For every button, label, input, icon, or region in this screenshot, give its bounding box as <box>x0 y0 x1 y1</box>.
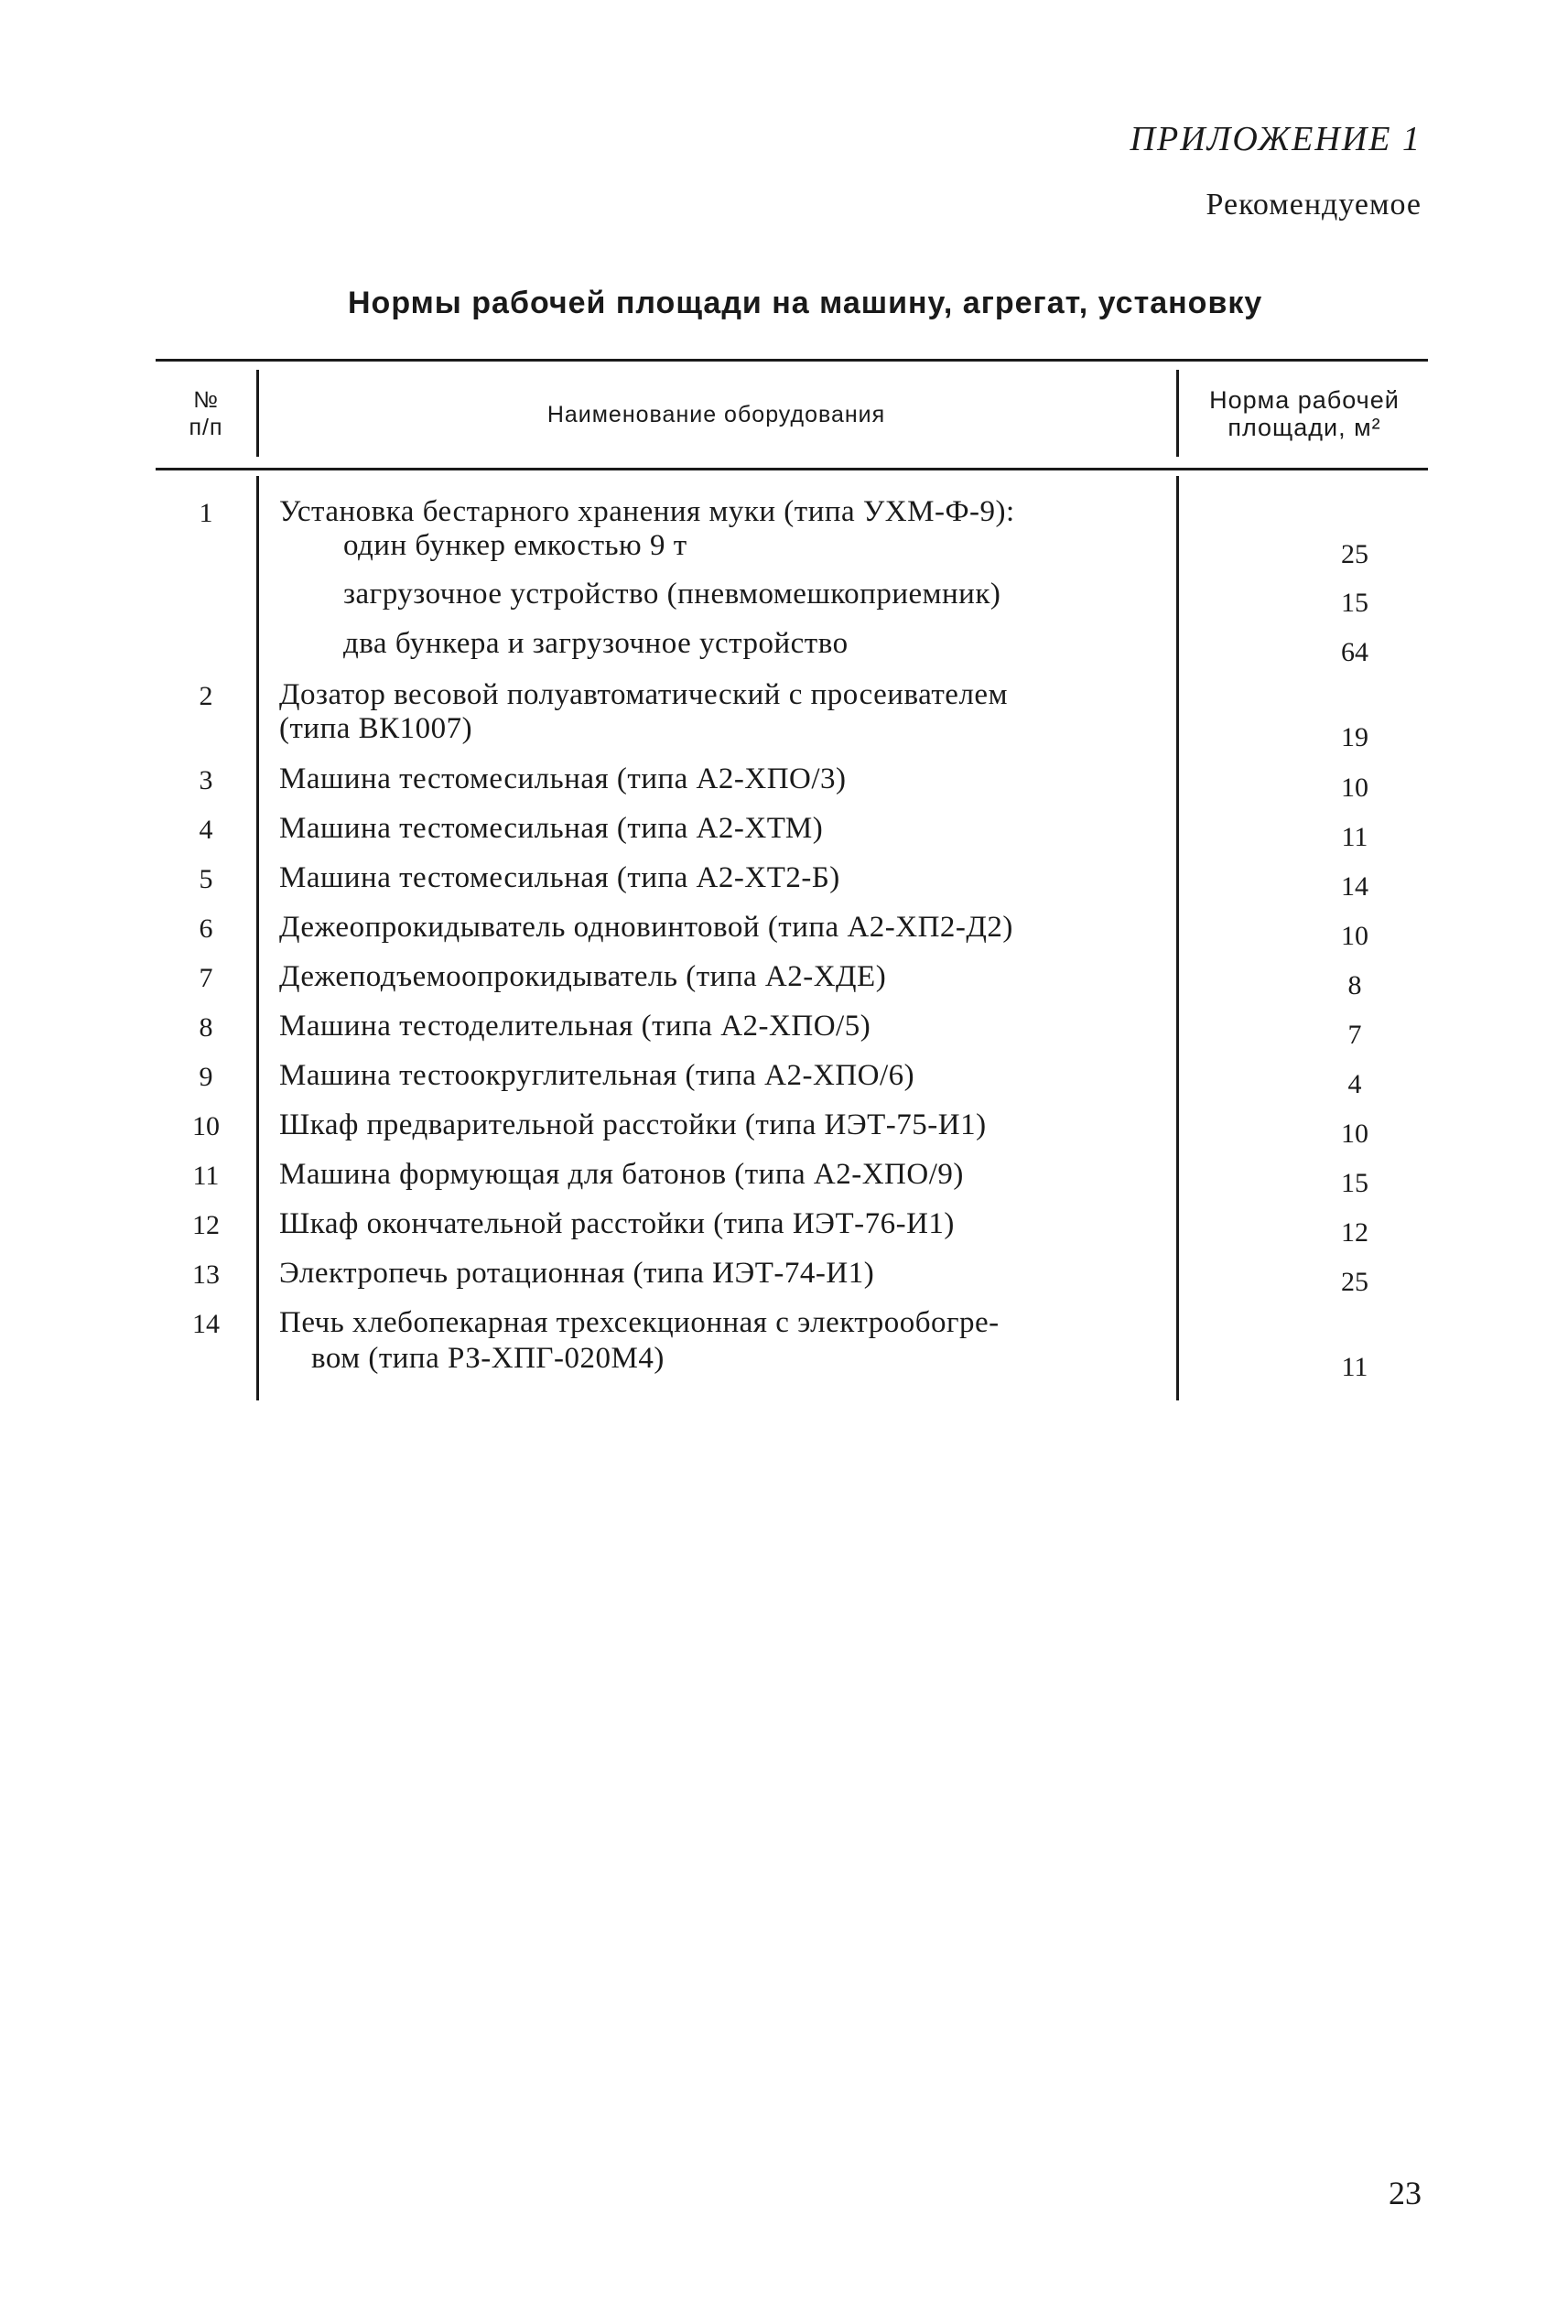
equipment-name: Электропечь ротационная (типа ИЭТ-74-И1) <box>279 1257 875 1290</box>
equipment-name: Шкаф предварительной расстойки (типа ИЭТ-75-И1) <box>279 1108 987 1141</box>
area-norm-value: 25 <box>1341 1267 1368 1297</box>
area-norm-value: 7 <box>1347 1020 1362 1050</box>
area-norm-value: 10 <box>1341 773 1368 803</box>
row-number: 14 <box>192 1309 220 1339</box>
column-header-number-line2: п/п <box>189 415 223 440</box>
equipment-name: два бункера и загрузочное устройство <box>343 627 849 660</box>
equipment-name: Печь хлебопекарная трехсекционная с электрообогре- <box>279 1306 1000 1339</box>
equipment-name: Машина тестоокруглительная (типа А2-ХПО/6) <box>279 1059 915 1092</box>
equipment-name: Машина тестомесильная (типа А2-ХТМ) <box>279 812 824 845</box>
column-header-norm-line1: Норма рабочей <box>1209 386 1400 414</box>
area-norm-value: 64 <box>1341 637 1368 667</box>
area-norm-value: 11 <box>1341 1352 1368 1382</box>
row-number: 9 <box>199 1062 213 1092</box>
table-title: Нормы рабочей площади на машину, агрегат, установку <box>348 286 1263 320</box>
column-header-norm <box>1181 386 1428 441</box>
area-norm-value: 8 <box>1347 970 1362 1000</box>
appendix-label: ПРИЛОЖЕНИЕ 1 <box>1130 120 1422 158</box>
equipment-name: вом (типа РЗ-ХПГ-020М4) <box>311 1342 665 1375</box>
header-bottom-rule <box>156 468 1428 470</box>
equipment-name: Машина тестоделительная (типа А2-ХПО/5) <box>279 1010 871 1043</box>
column-header-norm-line2: площади, м² <box>1227 414 1381 441</box>
equipment-name: Машина тестомесильная (типа А2-ХПО/3) <box>279 762 847 795</box>
row-number: 13 <box>192 1259 220 1290</box>
area-norm-value: 12 <box>1341 1217 1368 1248</box>
header-divider-right <box>1176 370 1179 457</box>
page-number: 23 <box>1389 2175 1422 2211</box>
table-top-rule <box>156 359 1428 362</box>
equipment-name: Установка бестарного хранения муки (типа УХМ-Ф-9): <box>279 495 1015 528</box>
equipment-name: Шкаф окончательной расстойки (типа ИЭТ-76-И1) <box>279 1207 955 1240</box>
row-number: 7 <box>199 963 213 993</box>
row-number: 5 <box>199 864 213 894</box>
recommended-label: Рекомендуемое <box>1206 188 1422 222</box>
equipment-name: Дозатор весовой полуавтоматический с просеивателем <box>279 678 1008 711</box>
row-number: 4 <box>199 815 213 845</box>
equipment-name: загрузочное устройство (пневмомешкоприемник) <box>343 578 1001 611</box>
area-norm-value: 15 <box>1341 1168 1368 1198</box>
equipment-name: (типа ВК1007) <box>279 712 473 745</box>
row-number: 2 <box>199 681 213 711</box>
equipment-name: один бункер емкостью 9 т <box>343 529 687 562</box>
area-norm-value: 4 <box>1347 1069 1362 1099</box>
row-number: 11 <box>192 1161 220 1191</box>
column-header-name: Наименование оборудования <box>546 402 886 427</box>
area-norm-value: 25 <box>1341 539 1368 569</box>
column-header-number-line1: № <box>193 387 219 413</box>
area-norm-value: 11 <box>1341 822 1368 852</box>
equipment-name: Машина формующая для батонов (типа А2-ХПО/9) <box>279 1158 964 1191</box>
row-number: 1 <box>199 498 213 528</box>
row-number: 6 <box>199 913 213 944</box>
body-divider-left <box>256 476 259 1400</box>
row-number: 10 <box>192 1111 220 1141</box>
equipment-name: Машина тестомесильная (типа А2-ХТ2-Б) <box>279 861 840 894</box>
row-number: 8 <box>199 1012 213 1043</box>
area-norm-value: 10 <box>1341 1119 1368 1149</box>
area-norm-value: 19 <box>1341 722 1368 752</box>
area-norm-value: 10 <box>1341 921 1368 951</box>
column-header-number <box>156 386 256 441</box>
row-number: 3 <box>199 765 213 795</box>
area-norm-value: 14 <box>1341 871 1368 902</box>
area-norm-value: 15 <box>1341 588 1368 618</box>
row-number: 12 <box>192 1210 220 1240</box>
equipment-name: Дежеподъемоопрокидыватель (типа А2-ХДЕ) <box>279 960 887 993</box>
equipment-name: Дежеопрокидыватель одновинтовой (типа А2-ХП2-Д2) <box>279 911 1013 944</box>
